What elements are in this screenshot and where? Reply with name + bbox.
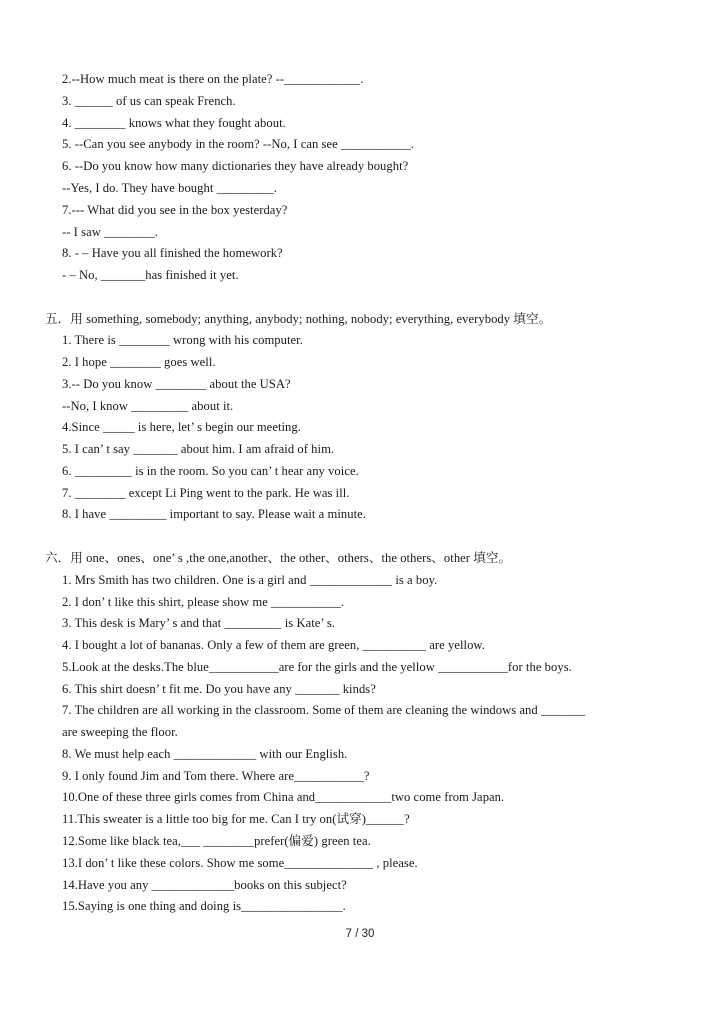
- exercise-line: 3. ______ of us can speak French.: [62, 94, 236, 108]
- exercise-line: - – No, _______has finished it yet.: [62, 268, 239, 282]
- exercise-line: 8. - – Have you all finished the homework?: [62, 246, 283, 260]
- exercise-line: 5. --Can you see anybody in the room? --No, I can see ___________.: [62, 137, 414, 151]
- page-number: 7 / 30: [345, 928, 375, 940]
- exercise-line: 6. _________ is in the room. So you can’ t hear any voice.: [62, 464, 359, 478]
- exercise-line: 9. I only found Jim and Tom there. Where are___________?: [62, 769, 370, 783]
- section-heading-six: 六．用 one、ones、one’ s ,the one,another、the other、others、the others、other 填空。: [45, 551, 512, 565]
- exercise-line: 7.--- What did you see in the box yesterday?: [62, 203, 288, 217]
- exercise-line: --Yes, I do. They have bought _________.: [62, 181, 277, 195]
- exercise-line: 6. This shirt doesn’ t fit me. Do you have any _______ kinds?: [62, 682, 376, 696]
- exercise-line: -- I saw ________.: [62, 225, 159, 239]
- exercise-line: 7. ________ except Li Ping went to the park. He was ill.: [62, 486, 350, 500]
- exercise-line: 11.This sweater is a little too big for me. Can I try on(试穿)______?: [62, 812, 410, 826]
- exercise-line: 1. There is ________ wrong with his computer.: [62, 333, 303, 347]
- exercise-line: 4. I bought a lot of bananas. Only a few of them are green, __________ are yellow.: [62, 638, 485, 652]
- exercise-line: 4. ________ knows what they fought about.: [62, 116, 286, 130]
- exercise-line: 14.Have you any _____________books on this subject?: [62, 878, 347, 892]
- exercise-line: 12.Some like black tea,___ ________prefer(偏爱) green tea.: [62, 834, 371, 848]
- exercise-line: 15.Saying is one thing and doing is________________.: [62, 899, 346, 913]
- exercise-line: 2.--How much meat is there on the plate? --____________.: [62, 72, 364, 86]
- exercise-line: 8. I have _________ important to say. Please wait a minute.: [62, 507, 366, 521]
- exercise-line: 3. This desk is Mary’ s and that _________ is Kate’ s.: [62, 616, 336, 630]
- exercise-line: 5. I can’ t say _______ about him. I am afraid of him.: [62, 442, 335, 456]
- exercise-line: 5.Look at the desks.The blue___________are for the girls and the yellow ___________for the boys.: [62, 660, 572, 674]
- exercise-line: 1. Mrs Smith has two children. One is a girl and _____________ is a boy.: [62, 573, 438, 587]
- section-heading-five: 五．用 something, somebody; anything, anybody; nothing, nobody; everything, everybody 填空。: [45, 312, 552, 326]
- exercise-line: 2. I don’ t like this shirt, please show me ___________.: [62, 595, 345, 609]
- exercise-line: 4.Since _____ is here, let’ s begin our meeting.: [62, 420, 301, 434]
- exercise-line: 7. The children are all working in the classroom. Some of them are cleaning the windows and _______: [62, 703, 586, 717]
- exercise-line: are sweeping the floor.: [62, 725, 178, 739]
- exercise-line: 8. We must help each _____________ with our English.: [62, 747, 348, 761]
- exercise-line: --No, I know _________ about it.: [62, 399, 234, 413]
- exercise-line: 13.I don’ t like these colors. Show me some______________ , please.: [62, 856, 418, 870]
- exercise-line: 3.-- Do you know ________ about the USA?: [62, 377, 291, 391]
- exercise-line: 10.One of these three girls comes from China and____________two come from Japan.: [62, 790, 505, 804]
- exercise-line: 6. --Do you know how many dictionaries they have already bought?: [62, 159, 409, 173]
- exercise-line: 2. I hope ________ goes well.: [62, 355, 216, 369]
